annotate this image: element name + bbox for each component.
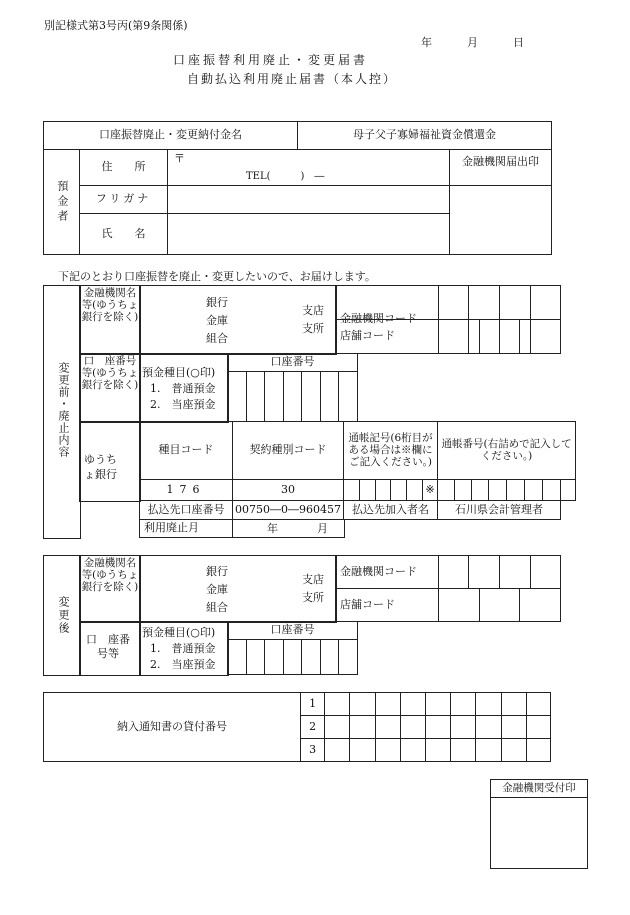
stop-month-unit: 月 [317, 522, 328, 535]
before-branch-type-1: 支店 [302, 304, 324, 317]
account-digit[interactable] [265, 640, 284, 675]
type-code-label: 種目コード [140, 422, 233, 480]
loan-digit[interactable] [526, 693, 550, 716]
loan-digit[interactable] [325, 716, 350, 739]
loan-digit[interactable] [350, 693, 375, 716]
bank-code-digit[interactable] [469, 556, 500, 589]
loan-row-number: 3 [301, 739, 325, 762]
account-digit[interactable] [228, 640, 247, 675]
account-digit[interactable] [320, 372, 339, 422]
after-account-label: 口 座番号等 [86, 633, 130, 661]
fee-name-label: 口座振替廃止・変更納付金名 [44, 122, 298, 150]
depositor-label: 預金者 [44, 150, 80, 255]
before-account-number-label: 口座番号 [228, 354, 358, 372]
passbook-symbol-digit[interactable] [407, 479, 423, 500]
postal-mark: 〒 [174, 152, 185, 165]
loan-digit[interactable] [451, 739, 476, 762]
after-side-label: 変更後 [57, 595, 70, 635]
account-digit[interactable] [265, 372, 284, 422]
payee-table [139, 500, 561, 520]
before-bank-code-label: 金融機関コード [336, 286, 439, 354]
before-branch-code-table [335, 319, 561, 354]
type-code-value: 176 [140, 479, 233, 500]
stop-month-table [139, 519, 345, 538]
loan-digit[interactable] [350, 739, 375, 762]
passbook-digit[interactable] [543, 479, 561, 500]
loan-digit[interactable] [425, 693, 450, 716]
loan-digit[interactable] [476, 716, 501, 739]
account-digit[interactable] [302, 372, 321, 422]
notice-text: 下記のとおり口座振替を廃止・変更したいので、お届けします。 [58, 270, 376, 283]
furigana-field[interactable] [168, 186, 450, 214]
after-branch-type-2: 支所 [302, 591, 324, 604]
loan-digit[interactable] [425, 716, 450, 739]
account-digit[interactable] [302, 640, 321, 675]
before-deposit-type-label: 預金種目(○印) [142, 366, 216, 379]
loan-number-label: 納入通知書の貸付番号 [44, 693, 301, 762]
after-bank-type-3: 組合 [206, 601, 228, 614]
loan-digit[interactable] [501, 739, 526, 762]
stop-year-unit: 年 [267, 522, 278, 535]
loan-digit[interactable] [375, 739, 400, 762]
bank-code-digit[interactable] [439, 556, 469, 589]
loan-digit[interactable] [526, 716, 550, 739]
before-account-number-table [227, 353, 358, 422]
after-account-number-label: 口座番号 [228, 622, 358, 640]
asterisk-cell[interactable]: ※ [423, 479, 438, 500]
loan-digit[interactable] [400, 739, 425, 762]
loan-digit[interactable] [501, 716, 526, 739]
form-number: 別記様式第3号丙(第9条関係) [44, 19, 188, 32]
passbook-symbol-digit[interactable] [376, 479, 391, 500]
before-bank-type-3: 組合 [206, 332, 228, 345]
loan-digit[interactable] [425, 739, 450, 762]
loan-digit[interactable] [451, 716, 476, 739]
branch-code-digit[interactable] [520, 320, 561, 354]
passbook-symbol-digit[interactable] [344, 479, 360, 500]
loan-digit[interactable] [400, 716, 425, 739]
loan-number-table [43, 692, 551, 762]
contract-code-label: 契約種別コード [233, 422, 344, 480]
account-digit[interactable] [283, 372, 302, 422]
fee-name-value: 母子父子寡婦福祉資金償還金 [298, 122, 552, 150]
passbook-digit[interactable] [472, 479, 489, 500]
after-deposit-type-label: 預金種目(○印) [142, 626, 216, 639]
passbook-digit[interactable] [525, 479, 543, 500]
branch-code-digit[interactable] [439, 589, 480, 622]
payee-account-value: 00750―0―960457 [233, 501, 344, 520]
before-bank-name-field[interactable] [139, 285, 337, 355]
loan-digit[interactable] [375, 716, 400, 739]
yucho-table [139, 421, 576, 501]
date-year: 年 [421, 36, 432, 49]
after-account-number-table [227, 621, 358, 675]
loan-digit[interactable] [526, 739, 550, 762]
stop-month-field[interactable] [233, 520, 345, 538]
after-bank-code-table [335, 555, 561, 589]
form-title: 口座振替利用廃止・変更届書 [173, 53, 369, 67]
account-digit[interactable] [339, 372, 358, 422]
account-digit[interactable] [228, 372, 247, 422]
bank-code-digit[interactable] [531, 556, 561, 589]
receipt-stamp-area[interactable] [491, 798, 588, 869]
branch-code-digit[interactable] [480, 589, 520, 622]
after-deposit-opt-2: 2. 当座預金 [150, 658, 216, 671]
loan-digit[interactable] [476, 693, 501, 716]
after-bank-type-1: 銀行 [206, 565, 228, 578]
loan-digit[interactable] [350, 716, 375, 739]
depositor-table [43, 121, 552, 255]
account-digit[interactable] [246, 640, 265, 675]
branch-code-digit[interactable] [480, 320, 520, 354]
branch-code-digit[interactable] [439, 320, 480, 354]
passbook-digit[interactable] [489, 479, 507, 500]
account-digit[interactable] [246, 372, 265, 422]
after-branch-code-table [335, 588, 561, 622]
before-account-label: 口 座番号等(ゆうちょ銀行を除く) [81, 355, 139, 392]
yucho-label: ゆうちょ銀行 [84, 453, 117, 482]
before-branch-type-2: 支所 [302, 322, 324, 335]
bank-code-digit[interactable] [500, 556, 531, 589]
loan-digit[interactable] [325, 693, 350, 716]
payee-account-label: 払込先口座番号 [140, 501, 233, 520]
loan-digit[interactable] [375, 693, 400, 716]
after-bank-name-field[interactable] [139, 555, 337, 623]
receipt-stamp-label: 金融機関受付印 [491, 780, 588, 798]
passbook-digit[interactable] [507, 479, 525, 500]
account-digit[interactable] [283, 640, 302, 675]
after-branch-code-label: 店舗コード [336, 589, 439, 622]
date-day: 日 [513, 36, 524, 49]
bank-seal-label: 金融機関届出印 [450, 150, 552, 186]
furigana-label: フリガナ [80, 186, 168, 214]
name-label: 氏 名 [80, 214, 168, 255]
loan-digit[interactable] [325, 739, 350, 762]
passbook-symbol-label: 通帳記号(6桁目がある場合は※欄にご記入ください。) [344, 422, 438, 480]
after-deposit-opt-1: 1. 普通預金 [150, 642, 216, 655]
account-digit[interactable] [320, 640, 339, 675]
date-month: 月 [467, 36, 478, 49]
account-digit[interactable] [339, 640, 358, 675]
before-side-label: 変更前・廃止内容 [57, 362, 70, 458]
passbook-digit[interactable] [438, 479, 455, 500]
stop-month-label: 利用廃止月 [140, 520, 233, 538]
passbook-digit[interactable] [455, 479, 472, 500]
before-deposit-opt-2: 2. 当座預金 [150, 398, 216, 411]
contract-code-value: 30 [233, 479, 344, 500]
before-bank-type-1: 銀行 [206, 296, 228, 309]
before-branch-code-label: 店舗コード [336, 320, 439, 354]
after-bank-type-2: 金庫 [206, 583, 228, 596]
after-bank-code-label: 金融機関コード [336, 556, 439, 589]
loan-row-number: 2 [301, 716, 325, 739]
tel-label: TEL( ) ― [246, 171, 325, 182]
loan-row-number: 1 [301, 693, 325, 716]
address-field[interactable] [168, 150, 450, 186]
address-label: 住 所 [80, 150, 168, 186]
after-branch-type-1: 支店 [302, 573, 324, 586]
loan-digit[interactable] [476, 739, 501, 762]
before-bank-type-2: 金庫 [206, 314, 228, 327]
before-deposit-opt-1: 1. 普通預金 [150, 382, 216, 395]
form-subtitle: 自動払込利用廃止届書（本人控） [187, 72, 398, 86]
name-field[interactable] [168, 214, 450, 255]
branch-code-digit[interactable] [520, 589, 561, 622]
loan-digit[interactable] [400, 693, 425, 716]
passbook-symbol-digit[interactable] [391, 479, 407, 500]
payee-name-label: 払込先加入者名 [344, 501, 438, 520]
receipt-stamp-box [490, 779, 588, 869]
loan-digit[interactable] [451, 693, 476, 716]
after-bank-label: 金融機関名等(ゆうちょ銀行を除く) [81, 557, 139, 594]
before-bank-label: 金融機関名等(ゆうちょ銀行を除く) [81, 287, 139, 324]
loan-digit[interactable] [501, 693, 526, 716]
bank-seal-area[interactable] [450, 186, 552, 255]
passbook-digit[interactable] [561, 479, 576, 500]
passbook-symbol-digit[interactable] [360, 479, 376, 500]
passbook-number-label: 通帳番号(右詰めで記入してください。) [438, 422, 576, 480]
payee-name-value: 石川県会計管理者 [438, 501, 561, 520]
